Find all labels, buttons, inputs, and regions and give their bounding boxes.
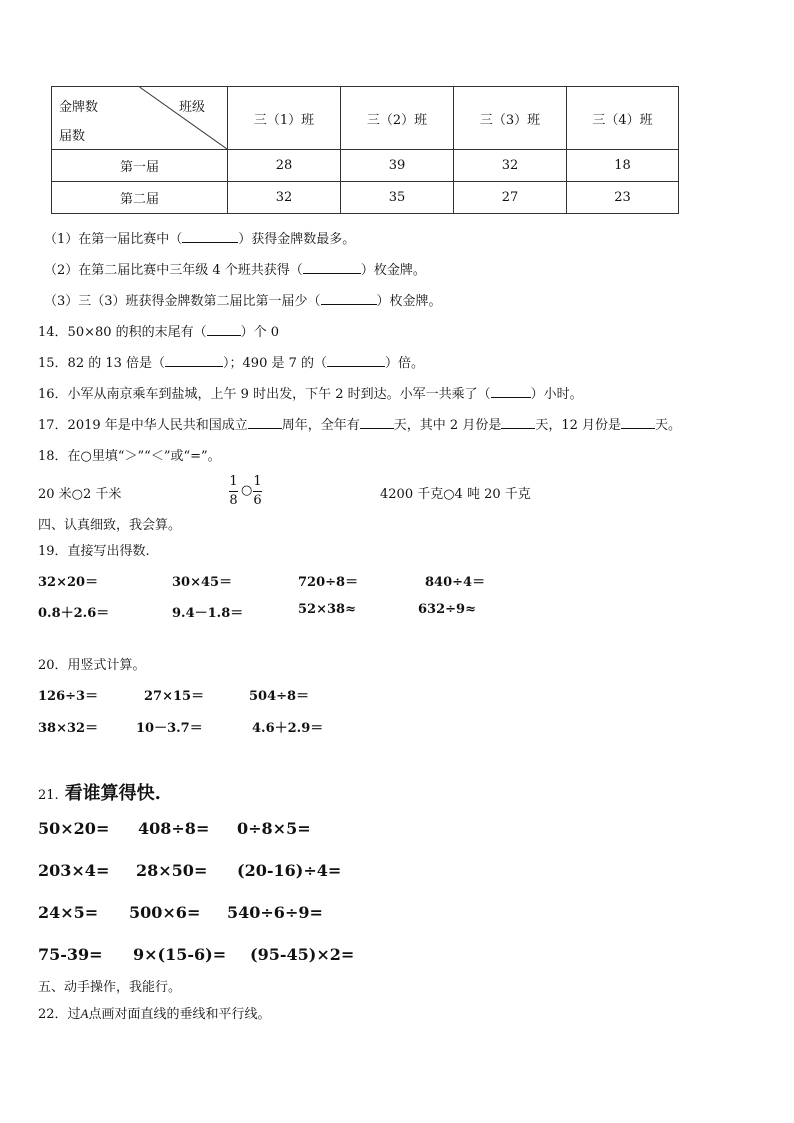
calc-item: 4.6＋2.9＝ [252, 721, 324, 736]
question-20-title: 20．用竖式计算。 [38, 658, 146, 673]
answer-blank[interactable] [321, 292, 377, 305]
calc-item: 52×38≈ [298, 602, 356, 617]
table-cell: 23 [567, 182, 679, 214]
section-4-heading: 四、认真细致，我会算。 [38, 518, 182, 533]
answer-blank[interactable] [327, 354, 385, 367]
calc-item: 30×45＝ [172, 575, 233, 590]
compare-circle[interactable]: ○ [241, 483, 253, 498]
answer-blank[interactable] [303, 261, 361, 274]
table-cell: 35 [341, 182, 454, 214]
q13-sub2: （2）在第二届比赛中三年级 4 个班共获得（ ）枚金牌。 [44, 263, 426, 278]
row-label: 第二届 [52, 182, 228, 214]
table-cell: 39 [341, 150, 454, 182]
q13-sub3: （3）三（3）班获得金牌数第二届比第一届少（ ）枚金牌。 [44, 294, 442, 309]
table-cell: 27 [454, 182, 567, 214]
calc-item: 28×50= [136, 861, 208, 880]
table-cell: 28 [228, 150, 341, 182]
calc-item: 840÷4＝ [425, 575, 486, 590]
question-16: 16．小军从南京乘车到盐城，上午 9 时出发，下午 2 时到达。小军一共乘了（ ）小时。 [38, 387, 583, 402]
calc-item: 504÷8＝ [249, 689, 310, 704]
calc-item: 0.8＋2.6＝ [38, 606, 110, 621]
section-5-heading: 五、动手操作，我能行。 [38, 980, 182, 995]
calc-item: 126÷3＝ [38, 689, 99, 704]
calc-item: 38×32＝ [38, 721, 99, 736]
calc-item: 720÷8＝ [298, 575, 359, 590]
question-22: 22．过A点画对面直线的垂线和平行线。 [38, 1006, 271, 1022]
answer-blank[interactable] [621, 416, 655, 429]
question-17: 17．2019 年是中华人民共和国成立 周年，全年有 天，其中 2 月份是 天，12 月份是 天。 [38, 418, 682, 433]
q13-sub1: （1）在第一届比赛中（ ）获得金牌数最多。 [44, 232, 356, 247]
question-18-title: 18．在○里填“＞”“＜”或“=”。 [38, 449, 221, 464]
answer-blank[interactable] [182, 230, 238, 243]
calc-item: 408÷8= [138, 819, 210, 838]
fraction-one-eighth: 1 8 [229, 474, 238, 508]
calc-item: 24×5= [38, 903, 99, 922]
answer-blank[interactable] [165, 354, 223, 367]
answer-blank[interactable] [248, 416, 282, 429]
table-row [52, 150, 679, 182]
question-19-title: 19．直接写出得数. [38, 544, 150, 559]
calc-item: 75-39= [38, 945, 103, 964]
calc-item: 9×(15-6)= [133, 945, 227, 964]
corner-label-class: 班级 [178, 100, 205, 115]
table-cell: 18 [567, 150, 679, 182]
fraction-one-sixth: 1 6 [253, 474, 262, 508]
calc-item: 203×4= [38, 861, 110, 880]
table-cell: 32 [454, 150, 567, 182]
compare-item-3: 4200 千克○4 吨 20 千克 [380, 487, 531, 502]
table-row [52, 182, 679, 214]
question-14: 14．50×80 的积的末尾有（ ）个 0 [38, 325, 280, 340]
table-corner-cell [52, 87, 228, 150]
question-15: 15．82 的 13 倍是（ ）；490 是 7 的（ ）倍。 [38, 356, 425, 371]
question-21-title: 21. 看谁算得快. [38, 783, 161, 804]
table-cell: 32 [228, 182, 341, 214]
corner-label-medals: 金牌数 [59, 100, 99, 115]
calc-item: 10－3.7＝ [136, 721, 203, 736]
answer-blank[interactable] [501, 416, 535, 429]
calc-item: 27×15＝ [144, 689, 205, 704]
column-header: 三（3）班 [454, 87, 567, 150]
calc-item: 500×6= [129, 903, 201, 922]
table-header-row [52, 87, 679, 150]
calc-item: 0÷8×5= [237, 819, 311, 838]
compare-item-1: 20 米○2 千米 [38, 487, 122, 502]
calc-item: 50×20= [38, 819, 110, 838]
column-header: 三（1）班 [228, 87, 341, 150]
calc-item: 32×20＝ [38, 575, 99, 590]
calc-item: (20-16)÷4= [237, 861, 342, 880]
answer-blank[interactable] [491, 385, 531, 398]
calc-item: (95-45)×2= [250, 945, 355, 964]
calc-item: 9.4－1.8＝ [172, 606, 244, 621]
calc-item: 632÷9≈ [418, 602, 476, 617]
calc-item: 540÷6÷9= [227, 903, 323, 922]
answer-blank[interactable] [360, 416, 394, 429]
column-header: 三（4）班 [567, 87, 679, 150]
column-header: 三（2）班 [341, 87, 454, 150]
medal-table [51, 86, 679, 214]
row-label: 第一届 [52, 150, 228, 182]
corner-label-session: 届数 [59, 129, 86, 144]
answer-blank[interactable] [207, 323, 241, 336]
